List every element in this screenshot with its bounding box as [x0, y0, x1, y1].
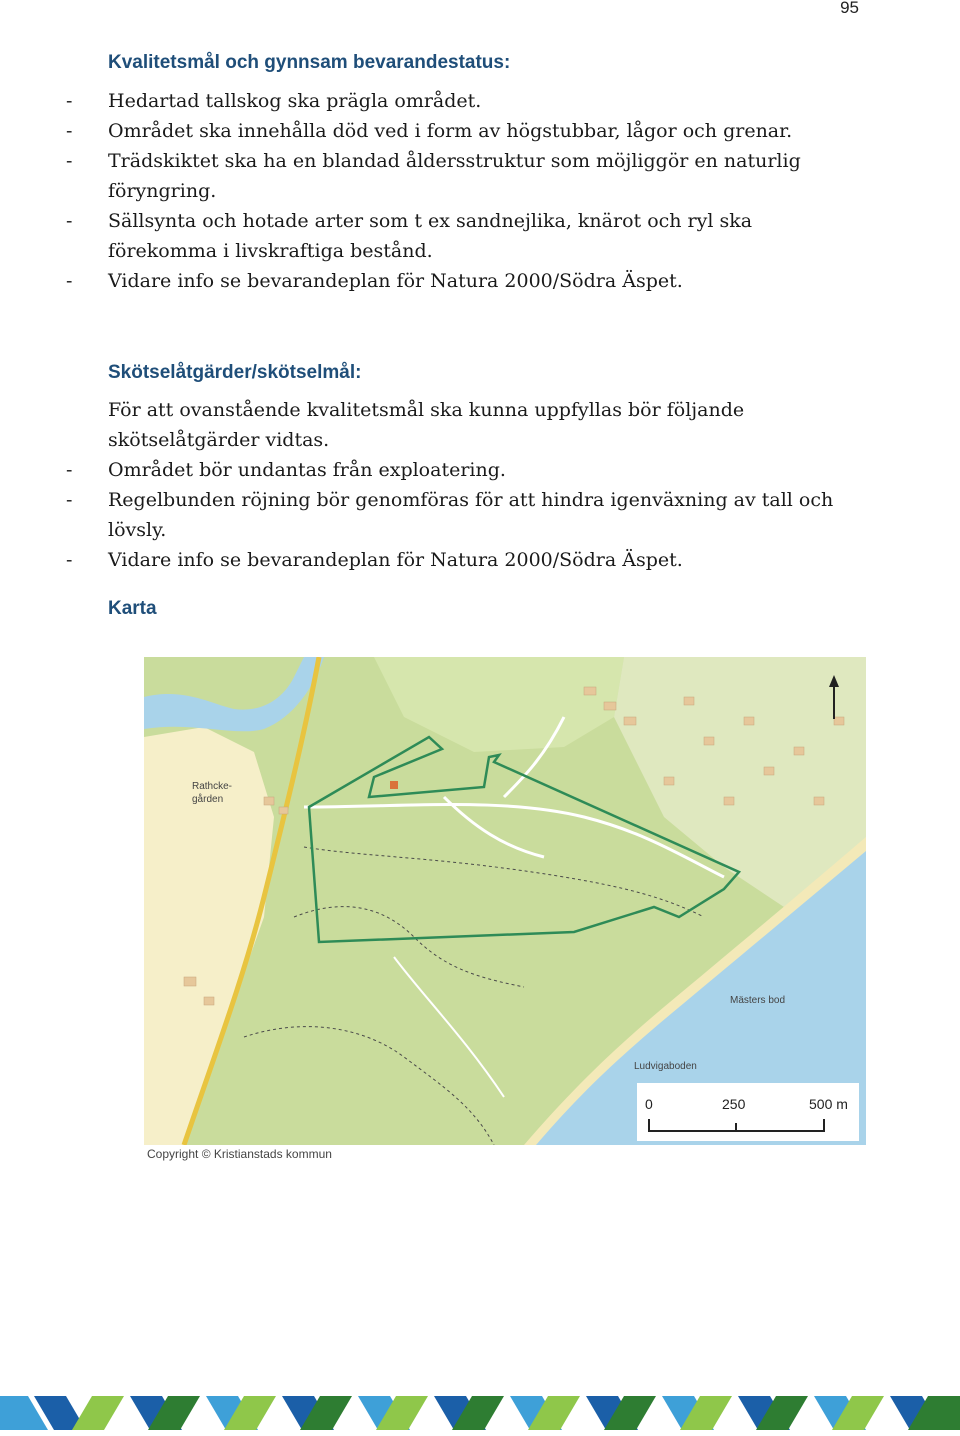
scale-tick-label: 500 m	[809, 1096, 848, 1112]
area-map	[144, 657, 866, 1145]
map-copyright: Copyright © Kristianstads kommun	[147, 1147, 332, 1161]
list-item: - Området bör undantas från exploatering.	[66, 459, 506, 481]
scale-tick-label: 250	[722, 1096, 746, 1112]
scale-bar-background	[637, 1083, 859, 1141]
list-item: - Trädskiktet ska ha en blandad åldersstruktur som möjliggör en naturlig föryngring.	[66, 150, 801, 202]
footer-decoration	[0, 1382, 960, 1432]
management-list	[66, 455, 866, 575]
section-heading-management: Skötselåtgärder/skötselmål:	[108, 362, 362, 383]
map-label-rathcke: gården	[192, 794, 224, 805]
management-intro: För att ovanstående kvalitetsmål ska kunna uppfyllas bör följande skötselåtgärder vidtas.	[108, 399, 745, 451]
section-heading-quality-goals: Kvalitetsmål och gynnsam bevarandestatus:	[108, 52, 511, 73]
list-item: - Området ska innehålla död ved i form av högstubbar, lågor och grenar.	[66, 120, 793, 142]
list-item: - Vidare info se bevarandeplan för Natura 2000/Södra Äspet.	[66, 270, 683, 292]
list-item: - Regelbunden röjning bör genomföras för att hindra igenväxning av tall och lövsly.	[66, 489, 834, 541]
page-number: 95	[840, 0, 859, 17]
map-label-ludvigaboden: Ludvigaboden	[634, 1061, 697, 1072]
map-label-rathcke: Rathcke-	[192, 781, 233, 792]
map-heading: Karta	[108, 598, 157, 619]
list-item: - Hedartad tallskog ska prägla området.	[66, 90, 482, 112]
map-building-highlight	[390, 781, 398, 789]
quality-goals-list	[66, 86, 866, 296]
map-scale-bar	[637, 1083, 859, 1141]
footer-pattern	[0, 1396, 960, 1430]
map-label-masters-bod: Mästers bod	[730, 995, 786, 1006]
list-item: - Sällsynta och hotade arter som t ex sandnejlika, knärot och ryl ska förekomma i livskraftiga bestånd.	[66, 210, 753, 262]
scale-tick-label: 0	[645, 1096, 653, 1112]
list-item: - Vidare info se bevarandeplan för Natura 2000/Södra Äspet.	[66, 549, 683, 571]
